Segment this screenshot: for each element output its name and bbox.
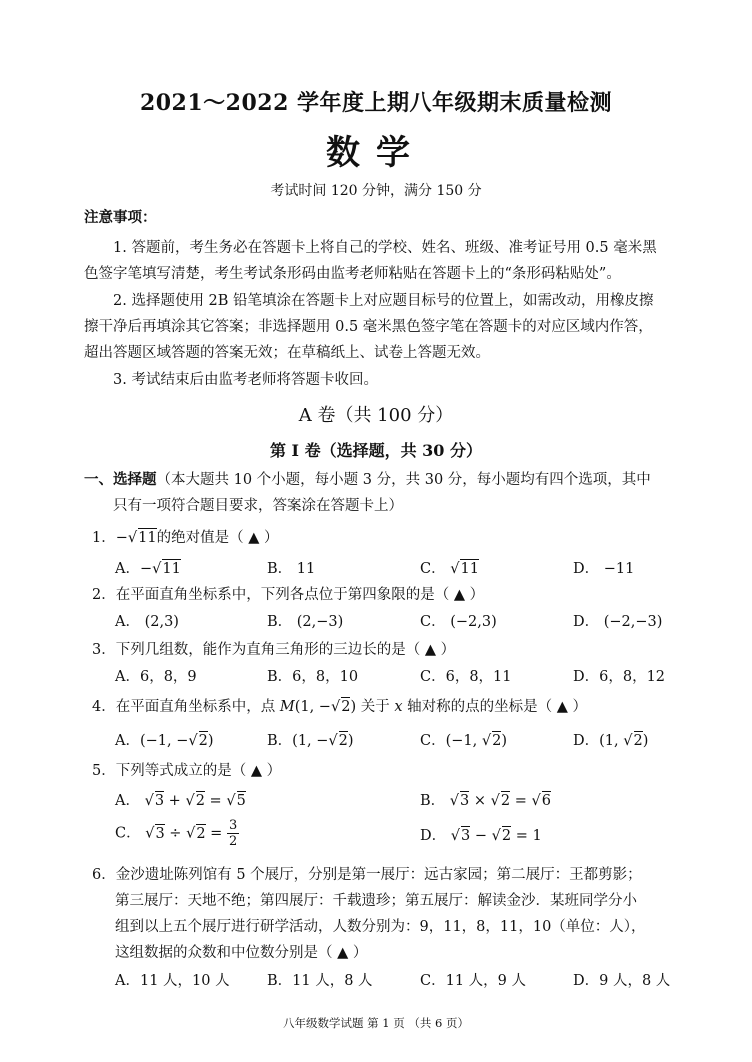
q2-option-a: A． (2,3) xyxy=(115,614,179,630)
q5-option-d: D． √3 − √2 = 1 xyxy=(420,828,542,844)
choice-label: 一、选择题 xyxy=(84,471,157,488)
q1-option-d: D． −11 xyxy=(573,561,635,577)
choice-instructions-2: 只有一项符合题目要求，答案涂在答题卡上） xyxy=(113,498,403,514)
q5-option-b: B． √3 × √2 = √6 xyxy=(420,793,551,809)
question-3: 3．下列几组数，能作为直角三角形的三边长的是（ ▲ ） xyxy=(92,642,456,658)
q4-option-d: D．(1, √2) xyxy=(573,733,649,749)
question-2: 2．在平面直角坐标系中，下列各点位于第四象限的是（ ▲ ） xyxy=(92,587,485,603)
q6-option-c: C．11 人，9 人 xyxy=(420,973,526,989)
subject-title: 数学 xyxy=(326,133,426,173)
choice-instructions xyxy=(84,468,651,489)
q3-option-a: A．6，8，9 xyxy=(115,669,197,685)
q6-option-a: A．11 人，10 人 xyxy=(115,973,230,989)
q-num: 1． xyxy=(92,530,116,546)
notice-line: 2. 选择题使用 2B 铅笔填涂在答题卡上对应题目标号的位置上，如需改动，用橡皮擦 xyxy=(113,293,654,309)
notice-line: 擦干净后再填涂其它答案；非选择题用 0.5 毫米黑色签字笔在答题卡的对应区域内作答， xyxy=(84,319,653,335)
fraction: $\frac{3}{2}$ xyxy=(228,818,238,849)
q1-option-c: C． √11 xyxy=(420,561,479,577)
notice-line: 3. 考试结束后由监考老师将答题卡收回。 xyxy=(113,372,378,388)
question-6: 6．金沙遗址陈列馆有 5 个展厅，分别是第一展厅：远古家园；第二展厅：王都剪影； xyxy=(92,867,642,883)
q3-option-b: B．6，8，10 xyxy=(267,669,359,685)
question-5: 5．下列等式成立的是（ ▲ ） xyxy=(92,763,282,779)
notice-heading: 注意事项： xyxy=(84,209,157,226)
q2-option-b: B． (2,−3) xyxy=(267,614,344,630)
question-6-line: 组到以上五个展厅进行研学活动，人数分别为：9，11，8，11，10（单位：人）， xyxy=(115,919,646,935)
q1-text: 的绝对值是（ ▲ ） xyxy=(156,530,279,546)
notice-line: 1. 答题前，考生务必在答题卡上将自己的学校、姓名、班级、准考证号用 0.5 毫米黑 xyxy=(113,240,657,256)
q4-option-c: C．(−1, √2) xyxy=(420,733,508,749)
q3-option-d: D．6，8，12 xyxy=(573,669,666,685)
question-6-line: 这组数据的众数和中位数分别是（ ▲ ） xyxy=(115,945,368,961)
q6-option-d: D．9 人，8 人 xyxy=(573,973,671,989)
q1-radicand: 11 xyxy=(138,530,157,546)
q6-option-b: B．11 人，8 人 xyxy=(267,973,373,989)
q5-option-a: A． √3 + √2 = √5 xyxy=(115,793,246,809)
part1-title: 第 I 卷（选择题，共 30 分） xyxy=(269,441,483,460)
q4-option-a: A．(−1, −√2) xyxy=(115,733,214,749)
question-6-line: 第三展厅：天地不绝；第四展厅：千载遗珍；第五展厅：解读金沙．某班同学分小 xyxy=(115,893,637,909)
q1-option-a: A．−√11 xyxy=(115,561,181,577)
choice-text: （本大题共 10 个小题，每小题 3 分，共 30 分，每小题均有四个选项，其中 xyxy=(156,472,651,488)
q1-minus: − xyxy=(115,530,128,546)
q2-option-d: D． (−2,−3) xyxy=(573,614,663,630)
question-1: 1．−√11的绝对值是（ ▲ ） xyxy=(92,530,279,546)
section-a-title: A 卷（共 100 分） xyxy=(298,405,454,426)
page-footer: 八年级数学试题 第 1 页 （共 6 页） xyxy=(282,1016,470,1030)
q5-option-c: C． √3 ÷ √2 = $\frac{3}{2}$ xyxy=(115,818,238,849)
notice-line: 超出答题区域答题的答案无效；在草稿纸上、试卷上答题无效。 xyxy=(84,345,490,361)
q1-option-b: B． 11 xyxy=(267,561,316,577)
question-4: 4．在平面直角坐标系中，点 M(1, −√2) 关于 x 轴对称的点的坐标是（ ▲ ） xyxy=(92,699,587,715)
q3-option-c: C．6，8，11 xyxy=(420,669,512,685)
q2-option-c: C． (−2,3) xyxy=(420,614,497,630)
notice-line: 色签字笔填写清楚，考生考试条形码由监考老师粘贴在答题卡上的“条形码粘贴处”。 xyxy=(84,266,621,282)
exam-info: 考试时间 120 分钟，满分 150 分 xyxy=(270,183,482,199)
exam-title: 2021～2022 学年度上期八年级期末质量检测 xyxy=(139,90,613,116)
q4-option-b: B．(1, −√2) xyxy=(267,733,354,749)
